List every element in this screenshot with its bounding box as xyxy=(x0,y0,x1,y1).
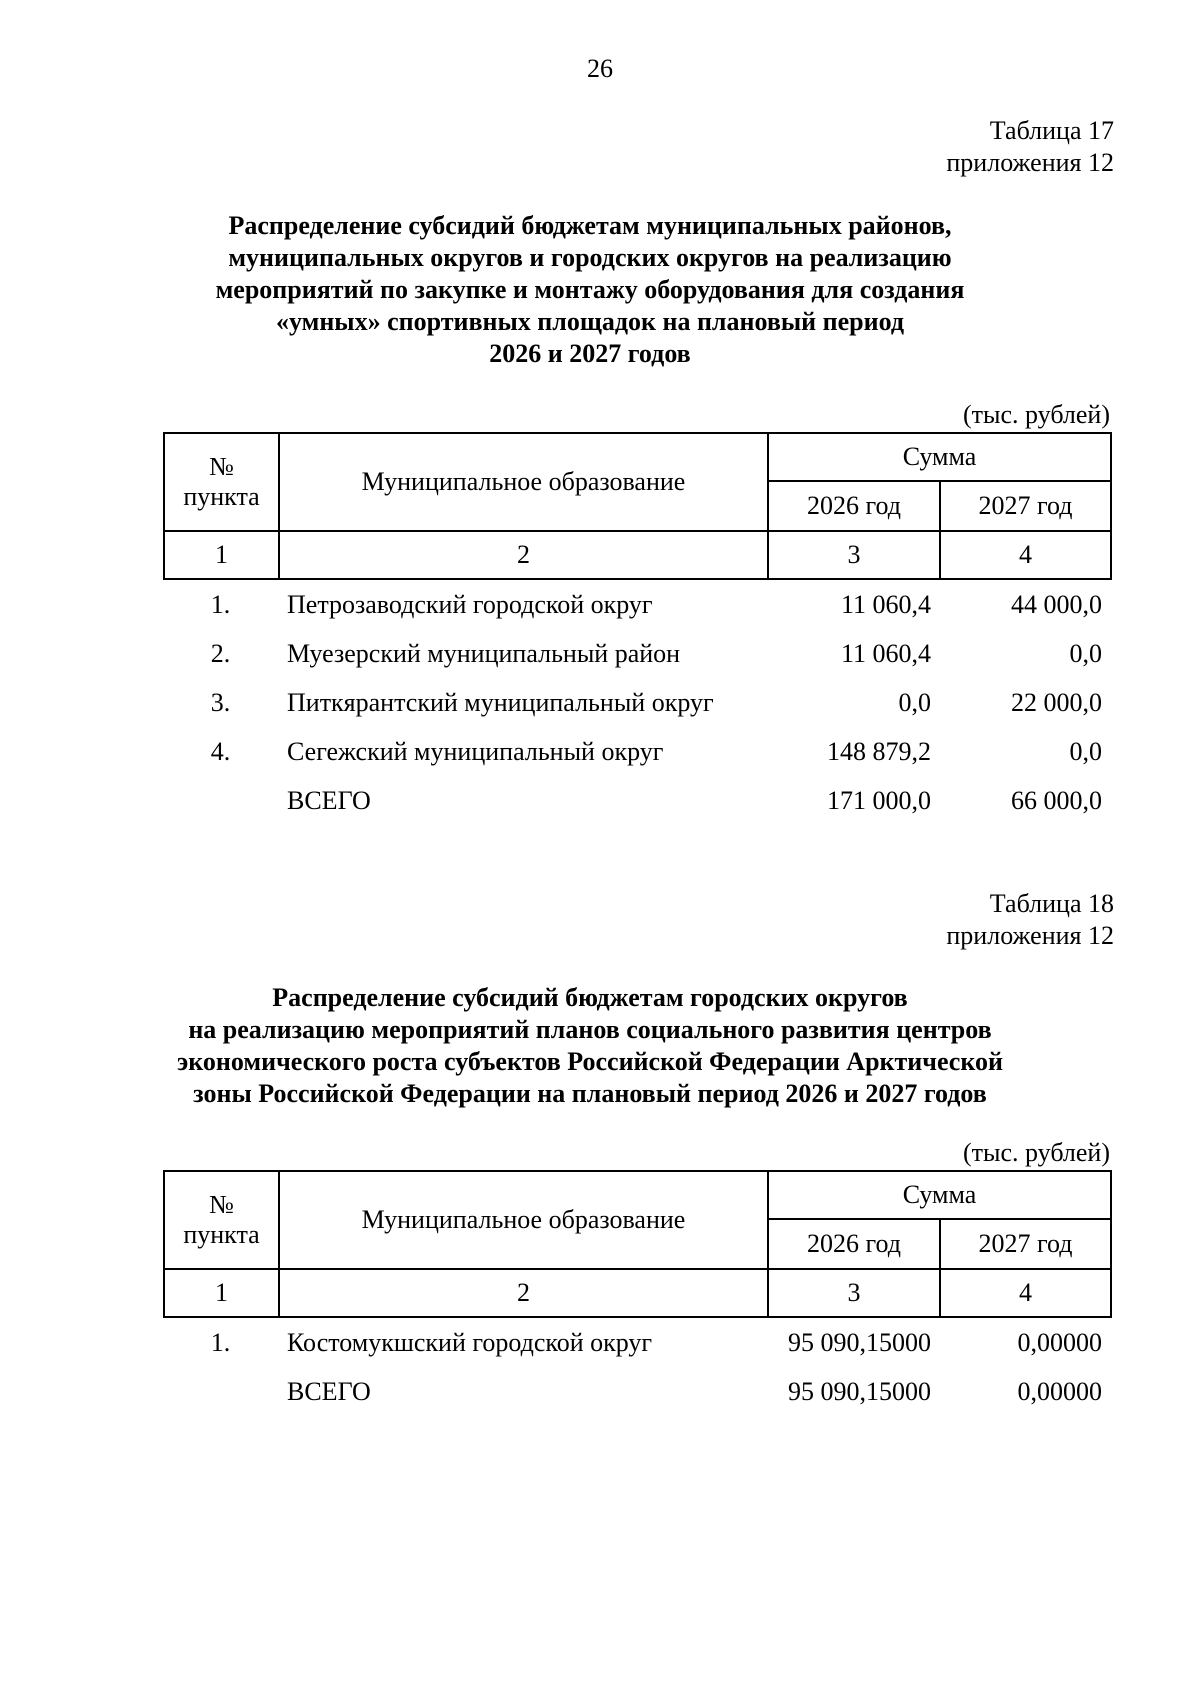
row-value-2026: 148 879,2 xyxy=(827,736,931,766)
row-number: 2. xyxy=(210,638,231,668)
table17-header-sum: Сумма xyxy=(768,433,1111,481)
table-row xyxy=(163,727,1110,776)
table18-ref-number: Таблица 18 xyxy=(989,889,1114,918)
table17-body xyxy=(163,580,1110,825)
row-value-2027: 0,0 xyxy=(1069,736,1102,766)
table-row xyxy=(163,580,1110,629)
table17-units: (тыс. рублей) xyxy=(962,400,1110,429)
row-number: 1. xyxy=(210,1327,231,1357)
table17-header-2027: 2027 год xyxy=(940,481,1111,531)
table-total-row xyxy=(163,1367,1110,1416)
table18-index-cell: 2 xyxy=(279,1269,768,1317)
row-municipality: Костомукшский городской округ xyxy=(287,1327,653,1357)
table17-header-municipality: Муниципальное образование xyxy=(279,433,768,531)
row-municipality: ВСЕГО xyxy=(287,785,371,815)
table17-index-cell: 3 xyxy=(768,531,940,579)
row-value-2027: 0,00000 xyxy=(1017,1327,1102,1357)
table18-ref-appendix: приложения 12 xyxy=(946,921,1114,950)
table18-title-line: экономического роста субъектов Российской Федерации Арктической xyxy=(177,1047,1003,1076)
table17-ref-appendix: приложения 12 xyxy=(946,148,1114,177)
page-number: 26 xyxy=(587,54,613,83)
row-value-2026: 95 090,15000 xyxy=(788,1327,931,1357)
table18-index-cell: 3 xyxy=(768,1269,940,1317)
table17-title-line: «умных» спортивных площадок на плановый период xyxy=(275,307,905,336)
row-value-2026: 11 060,4 xyxy=(840,638,931,668)
table17-reference xyxy=(946,115,1114,179)
row-number xyxy=(163,776,278,825)
row-number: 4. xyxy=(210,736,231,766)
num-sign: № xyxy=(209,452,234,481)
table17-header-grid xyxy=(163,432,1112,580)
table17-index-cell: 2 xyxy=(279,531,768,579)
row-municipality: Петрозаводский городской округ xyxy=(287,589,653,619)
table-row xyxy=(163,678,1110,727)
row-value-2027: 22 000,0 xyxy=(1011,687,1102,717)
table18-index-cell: 4 xyxy=(940,1269,1111,1317)
table18-units: (тыс. рублей) xyxy=(962,1138,1110,1167)
table17-title-line: муниципальных округов и городских округов на реализацию xyxy=(228,243,952,272)
table18-header-num xyxy=(164,1171,279,1269)
table17-ref-number: Таблица 17 xyxy=(989,116,1114,145)
table18-header-2026: 2026 год xyxy=(768,1219,940,1269)
row-value-2026: 0,0 xyxy=(898,687,931,717)
table17-title-line: Распределение субсидий бюджетам муниципальных районов, xyxy=(228,211,952,240)
table17-title-line: 2026 и 2027 годов xyxy=(489,339,691,368)
table-row xyxy=(163,1318,1110,1367)
row-value-2027: 0,0 xyxy=(1069,638,1102,668)
table17-index-cell: 1 xyxy=(164,531,279,579)
table-row xyxy=(163,629,1110,678)
table18-index-cell: 1 xyxy=(164,1269,279,1317)
row-value-2027: 0,00000 xyxy=(1017,1376,1102,1406)
table18-header-municipality: Муниципальное образование xyxy=(279,1171,768,1269)
row-value-2027: 44 000,0 xyxy=(1011,589,1102,619)
table17-title-line: мероприятий по закупке и монтажу оборудования для создания xyxy=(215,275,965,304)
row-number: 3. xyxy=(210,687,231,717)
table17-header-num xyxy=(164,433,279,531)
table18-title-line: зоны Российской Федерации на плановый период 2026 и 2027 годов xyxy=(193,1079,987,1108)
table18-title-line: на реализацию мероприятий планов социального развития центров xyxy=(188,1015,992,1044)
num-label: пункта xyxy=(183,482,260,511)
table18-header-sum: Сумма xyxy=(768,1171,1111,1219)
row-value-2026: 171 000,0 xyxy=(827,785,931,815)
row-number xyxy=(163,1367,278,1416)
row-number: 1. xyxy=(210,589,231,619)
row-municipality: Сегежский муниципальный округ xyxy=(287,736,664,766)
table17-header-2026: 2026 год xyxy=(768,481,940,531)
table17-title xyxy=(150,210,1030,370)
table-total-row xyxy=(163,776,1110,825)
row-municipality: Муезерский муниципальный район xyxy=(287,638,681,668)
row-municipality: Питкярантский муниципальный округ xyxy=(287,687,714,717)
table18-title xyxy=(150,982,1030,1110)
num-sign: № xyxy=(209,1190,234,1219)
table18-header-grid xyxy=(163,1170,1112,1318)
row-value-2026: 95 090,15000 xyxy=(788,1376,931,1406)
table18-body xyxy=(163,1318,1110,1416)
table18-title-line: Распределение субсидий бюджетам городских округов xyxy=(272,983,908,1012)
table18-reference xyxy=(946,888,1114,952)
row-value-2027: 66 000,0 xyxy=(1011,785,1102,815)
table17-index-cell: 4 xyxy=(940,531,1111,579)
row-value-2026: 11 060,4 xyxy=(840,589,931,619)
table18-header-2027: 2027 год xyxy=(940,1219,1111,1269)
row-municipality: ВСЕГО xyxy=(287,1376,371,1406)
num-label: пункта xyxy=(183,1220,260,1249)
